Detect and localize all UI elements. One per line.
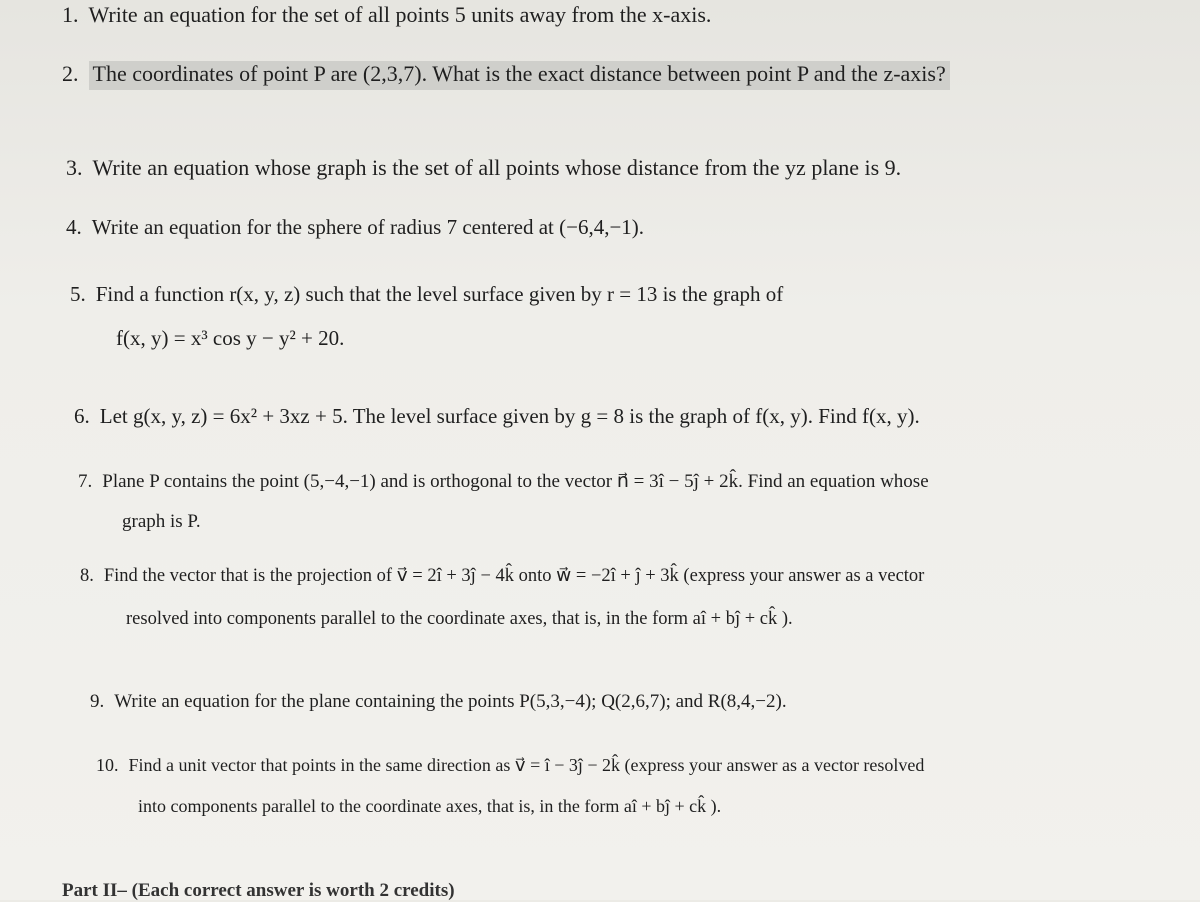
question-7: 7. Plane P contains the point (5,−4,−1) and is orthogonal to the vector n⃗ = 3î − 5ĵ + 2k̂. Find an equation whose: [78, 471, 929, 492]
question-4-text: Write an equation for the sphere of radius 7 centered at (−6,4,−1).: [91, 215, 645, 239]
question-2-text: The coordinates of point P are (2,3,7). What is the exact distance between point P and the z-axis?: [89, 61, 950, 90]
part-two-heading: Part II– (Each correct answer is worth 2 credits): [62, 880, 455, 901]
question-5-text: Find a function r(x, y, z) such that the level surface given by r = 13 is the graph of: [95, 282, 784, 306]
question-8: 8. Find the vector that is the projection of v⃗ = 2î + 3ĵ − 4k̂ onto w⃗ = −2î + ĵ + 3k̂ (express your answer as a vector: [80, 566, 925, 586]
question-7-line2: graph is P.: [122, 511, 201, 532]
question-3: 3. Write an equation whose graph is the set of all points whose distance from the yz plane is 9.: [66, 155, 902, 180]
question-8-text: Find the vector that is the projection of v⃗ = 2î + 3ĵ − 4k̂ onto w⃗ = −2î + ĵ + 3k̂ (express your answer as a vector: [103, 566, 925, 586]
question-10: 10. Find a unit vector that points in the same direction as v⃗ = î − 3ĵ − 2k̂ (express your answer as a vector resolved: [96, 755, 925, 775]
question-6-text: Let g(x, y, z) = 6x² + 3xz + 5. The level surface given by g = 8 is the graph of f(x, y). Find f(x, y).: [99, 404, 920, 428]
question-10-line2: into components parallel to the coordinate axes, that is, in the form aî + bĵ + ck̂ ).: [138, 796, 722, 816]
question-7-text: Plane P contains the point (5,−4,−1) and is orthogonal to the vector n⃗ = 3î − 5ĵ + 2k̂. Find an equation whose: [102, 471, 929, 492]
question-6: 6. Let g(x, y, z) = 6x² + 3xz + 5. The level surface given by g = 8 is the graph of f(x, y). Find f(x, y).: [74, 404, 920, 428]
question-4: 4. Write an equation for the sphere of radius 7 centered at (−6,4,−1).: [66, 215, 645, 239]
question-1: 1. Write an equation for the set of all points 5 units away from the x-axis.: [62, 2, 712, 27]
question-9: 9. Write an equation for the plane containing the points P(5,3,−4); Q(2,6,7); and R(8,4,−2).: [90, 691, 787, 712]
question-2: 2. The coordinates of point P are (2,3,7). What is the exact distance between point P and the z-axis?: [62, 63, 950, 85]
question-3-text: Write an equation whose graph is the set of all points whose distance from the yz plane is 9.: [92, 155, 902, 180]
question-5: 5. Find a function r(x, y, z) such that the level surface given by r = 13 is the graph of: [70, 282, 784, 306]
question-10-text: Find a unit vector that points in the same direction as v⃗ = î − 3ĵ − 2k̂ (express your answer as a vector resolved: [128, 755, 925, 775]
question-5-line2: f(x, y) = x³ cos y − y² + 20.: [116, 326, 345, 350]
question-1-text: Write an equation for the set of all points 5 units away from the x-axis.: [88, 2, 712, 27]
question-9-text: Write an equation for the plane containing the points P(5,3,−4); Q(2,6,7); and R(8,4,−2).: [114, 691, 787, 712]
question-8-line2: resolved into components parallel to the coordinate axes, that is, in the form aî + bĵ + ck̂ ).: [126, 609, 793, 629]
